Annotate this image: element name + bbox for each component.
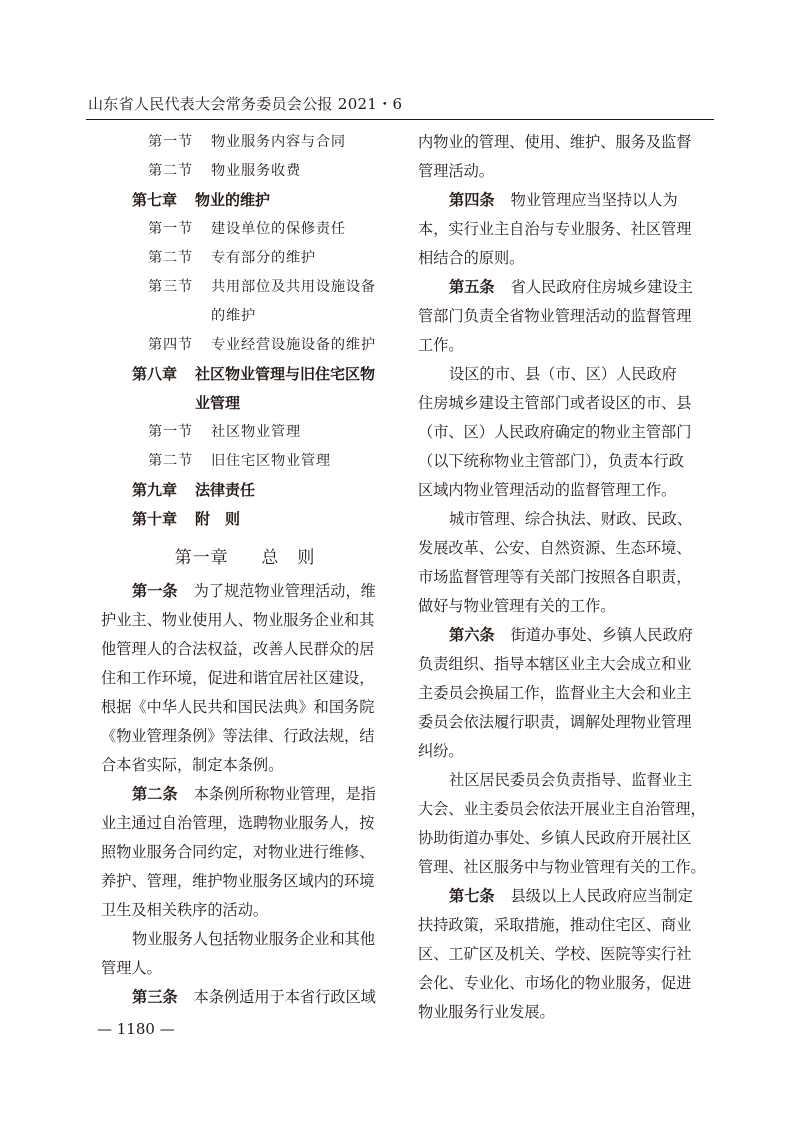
body-line [418,621,706,650]
toc-section-title: 旧住宅区物业管理 [211,453,331,469]
body-line-text: 发展改革、公安、自然资源、生态环境、 [418,539,692,557]
toc-chapter-number: 第十章 [132,510,178,528]
toc-chapter-title: 物业的维护 [195,191,271,209]
article-label: 第五条 [449,278,495,296]
body-line-text: （市、区）人民政府确定的物业主管部门 [418,423,692,441]
body-line [418,650,706,679]
toc-section [101,244,389,273]
body-line-text: 管理人。 [101,959,162,977]
body-line [418,882,706,911]
body-line-text: 大会、业主委员会依法开展业主自治管理， [418,800,706,818]
body-line-text: 扶持政策，采取措施，推动住宅区、商业 [418,916,692,934]
body-line-text: 为了规范物业管理活动，维 [193,582,376,600]
body-line-text: 街道办事处、乡镇人民政府 [510,626,693,644]
body-line [418,998,706,1027]
right-column [418,128,706,1027]
article-label: 第七条 [449,887,495,905]
body-line-text: 根据《中华人民共和国民法典》和国务院 [101,698,375,716]
body-line [418,273,706,302]
table-of-contents [101,128,389,534]
body-line [418,824,706,853]
body-line-text: 社区居民委员会负责指导、监督业主 [449,771,692,789]
chapter-one-number: 第一章 [174,548,229,568]
body-line-text: 养护、管理，维护物业服务区域内的环境 [101,872,375,890]
right-body-text [418,128,706,1027]
body-line [418,679,706,708]
toc-chapter [101,476,389,505]
toc-section-title: 物业服务内容与合同 [211,134,346,150]
body-line-text: 会化、专业化、市场化的物业服务，促进 [418,974,692,992]
body-line [101,606,389,635]
toc-section [101,418,389,447]
body-line-text: 内物业的管理、使用、维护、服务及监督 [418,133,692,151]
body-line [418,795,705,824]
toc-chapter [101,360,389,389]
body-line [418,534,706,563]
toc-section-title: 建设单位的保修责任 [211,221,346,237]
body-line-text: 县级以上人民政府应当制定 [510,887,693,905]
body-line [418,853,705,882]
body-line-text: 纠纷。 [418,742,464,760]
body-line [101,838,389,867]
toc-chapter [101,186,389,215]
body-line-text: 本条例适用于本省行政区域 [193,988,376,1006]
body-line [101,722,389,751]
toc-chapter-title: 附 则 [195,510,241,528]
body-line-text: 他管理人的合法权益，改善人民群众的居 [101,640,375,658]
toc-section-number: 第二节 [148,453,193,469]
body-line-text: 合本省实际，制定本条例。 [101,756,284,774]
body-line [418,940,706,969]
page-number: — 1180 — [97,1020,175,1038]
body-line-text: 管部门负责全省物业管理活动的监督管理 [418,307,692,325]
body-line [418,563,706,592]
body-line [418,244,706,273]
body-line-text: 物业服务行业发展。 [418,1003,555,1021]
body-line-text: 市场监督管理等有关部门按照各自职责， [418,568,692,586]
body-line [101,664,389,693]
body-line [101,867,389,896]
toc-section-number: 第二节 [148,250,193,266]
toc-section [101,128,389,157]
body-line-text: 做好与物业管理有关的工作。 [418,597,616,615]
body-line [418,505,706,534]
body-line [418,389,706,418]
body-line-text: 照物业服务合同约定，对物业进行维修、 [101,843,375,861]
body-line [101,577,389,606]
body-line [418,592,706,621]
body-line [418,186,706,215]
body-line-text: 负责组织、指导本辖区业主大会成立和业 [418,655,692,673]
body-line [418,911,706,940]
body-line-text: 管理、社区服务中与物业管理有关的工作。 [418,858,706,876]
chapter-one-title: 总 则 [261,548,316,568]
body-line [101,751,389,780]
header-rule [86,119,714,120]
toc-chapter-number: 第九章 [132,481,178,499]
body-line [418,476,706,505]
body-line-text: 城市管理、综合执法、财政、民政、 [449,510,692,528]
body-line-text: 省人民政府住房城乡建设主 [510,278,693,296]
body-line [101,983,389,1012]
body-line-text: 护业主、物业使用人、物业服务企业和其 [101,611,375,629]
body-line [101,780,389,809]
body-line [418,737,706,766]
body-line-text: 工作。 [418,336,464,354]
body-line [418,128,706,157]
article-label: 第四条 [449,191,495,209]
toc-chapter-title: 社区物业管理与旧住宅区物 [195,365,376,383]
body-line [418,331,706,360]
body-line-text: 物业服务人包括物业服务企业和其他 [132,930,375,948]
toc-section-title-continued: 的维护 [211,308,256,324]
body-line-text: 管理活动。 [418,162,494,180]
toc-section-number: 第一节 [148,221,193,237]
body-line [101,896,389,925]
body-line-text: 物业管理应当坚持以人为 [510,191,678,209]
toc-section-title: 共用部位及共用设施设备 [211,279,376,295]
body-line-text: 设区的市、县（市、区）人民政府 [449,365,677,383]
toc-section-title: 社区物业管理 [211,424,301,440]
body-line [418,360,706,389]
body-line [101,954,389,983]
toc-section-number: 第三节 [148,279,193,295]
left-body-text [101,577,389,1012]
body-line-text: 卫生及相关秩序的活动。 [101,901,269,919]
body-line [101,635,389,664]
body-line [101,693,389,722]
body-line [101,809,389,838]
body-line-text: 区域内物业管理活动的监督管理工作。 [418,481,677,499]
toc-chapter-number: 第七章 [132,191,178,209]
toc-section [101,273,389,302]
body-line-text: 《物业管理条例》等法律、行政法规，结 [101,727,375,745]
body-line-text: 本条例所称物业管理，是指 [193,785,376,803]
toc-section-title: 专业经营设施设备的维护 [211,337,376,353]
toc-section-number: 第一节 [148,134,193,150]
article-label: 第二条 [132,785,178,803]
toc-chapter-title-continued: 业管理 [195,394,241,412]
body-line-text: 住房城乡建设主管部门或者设区的市、县 [418,394,692,412]
body-line [418,302,706,331]
toc-section-number: 第二节 [148,163,193,179]
body-line-text: 协助街道办事处、乡镇人民政府开展社区 [418,829,692,847]
body-line [418,418,706,447]
article-label: 第三条 [132,988,178,1006]
body-line-text: 住和工作环境，促进和谐宜居社区建设， [101,669,375,687]
body-line [418,447,706,476]
toc-section [101,447,389,476]
body-line-text: 相结合的原则。 [418,249,525,267]
body-line [418,969,706,998]
body-line-text: 业主通过自治管理，选聘物业服务人，按 [101,814,375,832]
toc-section [101,331,389,360]
body-line [418,708,706,737]
body-line [101,925,389,954]
toc-chapter-number: 第八章 [132,365,178,383]
body-line-text: 委员会依法履行职责，调解处理物业管理 [418,713,692,731]
toc-section-number: 第四节 [148,337,193,353]
left-column [101,128,389,1012]
body-line-text: 区、工矿区及机关、学校、医院等实行社 [418,945,692,963]
toc-section [101,215,389,244]
article-label: 第六条 [449,626,495,644]
toc-section-title: 专有部分的维护 [211,250,316,266]
toc-section-number: 第一节 [148,424,193,440]
toc-chapter-title: 法律责任 [195,481,256,499]
chapter-one-heading [101,540,389,576]
body-line [418,215,706,244]
body-line-text: 主委员会换届工作，监督业主大会和业主 [418,684,692,702]
body-line [418,157,706,186]
toc-section [101,157,389,186]
body-line [418,766,706,795]
page-header: 山东省人民代表大会常务委员会公报 2021・6 [88,95,403,113]
toc-chapter [101,505,389,534]
toc-section-title: 物业服务收费 [211,163,301,179]
article-label: 第一条 [132,582,178,600]
body-line-text: 本，实行业主自治与专业服务、社区管理 [418,220,692,238]
body-line-text: （以下统称物业主管部门），负责本行政 [418,452,684,470]
